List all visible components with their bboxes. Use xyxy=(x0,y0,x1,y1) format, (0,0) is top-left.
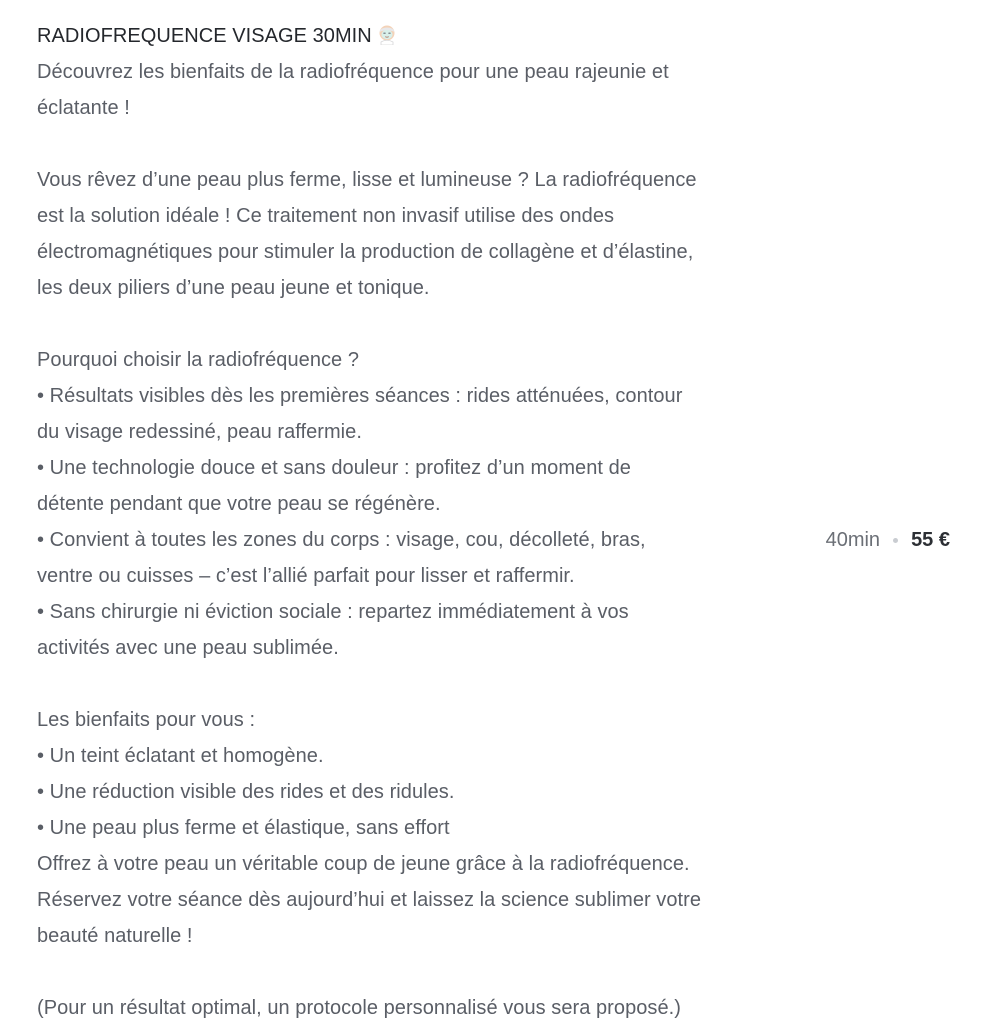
description-line: Pourquoi choisir la radiofréquence ? xyxy=(37,349,359,371)
description-line: activités avec une peau sublimée. xyxy=(37,637,339,659)
description-line: les deux piliers d’une peau jeune et tonique. xyxy=(37,277,430,299)
service-price: 55 € xyxy=(911,529,950,551)
description-line: beauté naturelle ! xyxy=(37,925,193,947)
service-meta xyxy=(826,522,950,558)
description-line: électromagnétiques pour stimuler la production de collagène et d’élastine, xyxy=(37,241,694,263)
paragraph-spacer xyxy=(37,126,797,162)
service-title-text: RADIOFREQUENCE VISAGE 30MIN xyxy=(37,25,372,47)
description-line: Découvrez les bienfaits de la radiofréquence pour une peau rajeunie et xyxy=(37,61,669,83)
description-line: Réservez votre séance dès aujourd’hui et laissez la science sublimer votre xyxy=(37,889,702,911)
description-line: • Une technologie douce et sans douleur : profitez d’un moment de xyxy=(37,457,631,479)
paragraph-spacer xyxy=(37,954,797,990)
description-line: éclatante ! xyxy=(37,97,130,119)
service-title xyxy=(37,18,797,54)
description-line: Les bienfaits pour vous : xyxy=(37,709,256,731)
description-line: • Une peau plus ferme et élastique, sans effort xyxy=(37,817,450,839)
separator-dot xyxy=(893,538,898,543)
description-line: détente pendant que votre peau se régénère. xyxy=(37,493,441,515)
face-mask-spa-icon xyxy=(376,23,398,45)
paragraph-spacer xyxy=(37,306,797,342)
service-description-body xyxy=(37,54,797,1026)
paragraph-spacer xyxy=(37,666,797,702)
service-description xyxy=(37,18,797,1026)
description-line: • Sans chirurgie ni éviction sociale : repartez immédiatement à vos xyxy=(37,601,629,623)
description-line: est la solution idéale ! Ce traitement non invasif utilise des ondes xyxy=(37,205,615,227)
description-line: Offrez à votre peau un véritable coup de jeune grâce à la radiofréquence. xyxy=(37,853,690,875)
description-line: • Convient à toutes les zones du corps : visage, cou, décolleté, bras, xyxy=(37,529,646,551)
description-line: Vous rêvez d’une peau plus ferme, lisse et lumineuse ? La radiofréquence xyxy=(37,169,697,191)
description-line: du visage redessiné, peau raffermie. xyxy=(37,421,362,443)
description-line: ventre ou cuisses – c’est l’allié parfait pour lisser et raffermir. xyxy=(37,565,575,587)
description-line: • Une réduction visible des rides et des ridules. xyxy=(37,781,455,803)
description-line: • Résultats visibles dès les premières séances : rides atténuées, contour xyxy=(37,385,683,407)
description-line: • Un teint éclatant et homogène. xyxy=(37,745,324,767)
description-line: (Pour un résultat optimal, un protocole personnalisé vous sera proposé.) xyxy=(37,997,681,1019)
service-duration: 40min xyxy=(825,529,881,551)
